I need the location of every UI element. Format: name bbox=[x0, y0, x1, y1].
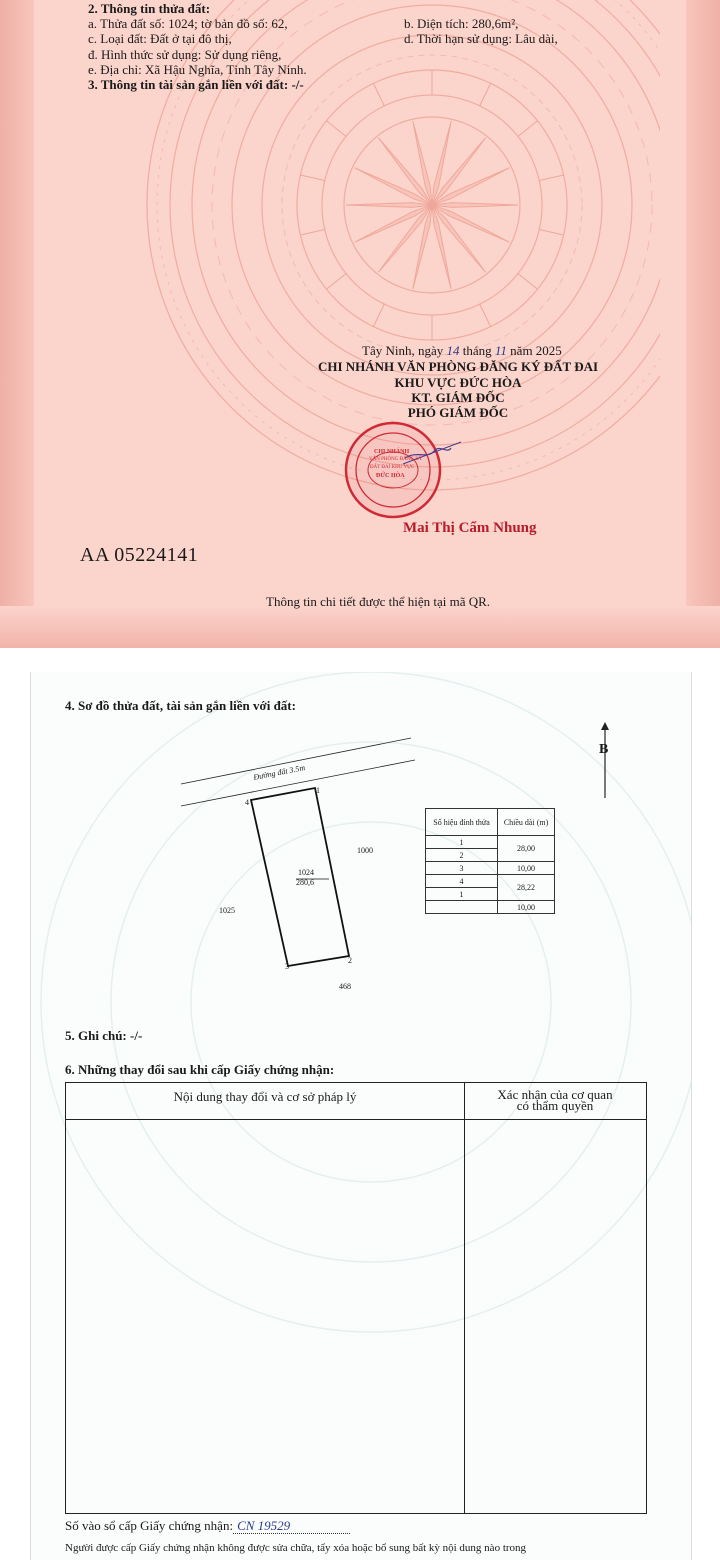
changes-header-confirmation-label-2: có thẩm quyền bbox=[516, 1098, 594, 1113]
vertex-label-1: 1 bbox=[316, 786, 320, 795]
qr-note: Thông tin chi tiết được thể hiện tại mã QR. bbox=[266, 594, 491, 609]
stamp-text-line1: CHI NHÁNH bbox=[374, 449, 410, 455]
footer-note: Người được cấp Giấy chứng nhận không được sửa chữa, tẩy xóa hoặc bổ sung bất kỳ nội dung nào trong bbox=[65, 1542, 527, 1554]
section-6-title: 6. Những thay đổi sau khi cấp Giấy chứng nhận: bbox=[65, 1062, 335, 1077]
vertex-cell: 3 bbox=[426, 862, 498, 875]
length-cell: 10,00 bbox=[498, 862, 555, 875]
road-label: Đường đất 3.5m bbox=[252, 763, 306, 782]
issue-date bbox=[362, 344, 562, 357]
certificate-page-front bbox=[0, 0, 720, 648]
registry-label: Số vào sổ cấp Giấy chứng nhận: bbox=[65, 1518, 234, 1533]
neighbor-parcel-bottom: 468 bbox=[339, 982, 351, 991]
date-month-label: tháng bbox=[462, 343, 492, 358]
date-month: 11 bbox=[494, 343, 507, 358]
issuing-office-area: KHU VỰC ĐỨC HÒA bbox=[394, 375, 522, 390]
parcel-number-line: a. Thửa đất số: 1024; tờ bản đồ số: 62, bbox=[88, 16, 288, 31]
vertex-cell: 2 bbox=[426, 849, 498, 862]
vertex-cell: 1 bbox=[426, 836, 498, 849]
table-header-length: Chiều dài (m) bbox=[498, 809, 555, 836]
section-5-title: 5. Ghi chú: -/- bbox=[65, 1028, 143, 1043]
signer-name: Mai Thị Cẩm Nhung bbox=[403, 520, 537, 536]
land-type-line: c. Loại đất: Đất ở tại đô thị, bbox=[88, 31, 232, 46]
changes-header-content bbox=[66, 1083, 465, 1120]
section-2-title: 2. Thông tin thửa đất: bbox=[88, 1, 211, 16]
usage-form-line: đ. Hình thức sử dụng: Sử dụng riêng, bbox=[88, 47, 282, 62]
changes-table bbox=[65, 1082, 647, 1514]
length-cell: 10,00 bbox=[498, 901, 555, 914]
official-stamp bbox=[343, 420, 463, 520]
vertex-label-4: 4 bbox=[245, 798, 249, 807]
date-prefix: Tây Ninh, ngày bbox=[362, 343, 444, 358]
page-bottom-band bbox=[0, 606, 720, 648]
vertex-label-2: 2 bbox=[348, 956, 352, 965]
address-line: e. Địa chỉ: Xã Hậu Nghĩa, Tỉnh Tây Ninh. bbox=[88, 62, 307, 77]
vertex-label-3: 3 bbox=[285, 962, 289, 971]
length-cell: 28,00 bbox=[498, 836, 555, 862]
edge-length-table bbox=[425, 808, 555, 914]
changes-column-divider bbox=[464, 1119, 465, 1513]
table-header-vertex: Số hiệu đỉnh thửa bbox=[426, 809, 498, 836]
page-border-right bbox=[686, 0, 720, 648]
registry-number-line bbox=[65, 1518, 350, 1534]
length-cell: 28,22 bbox=[498, 875, 555, 901]
issuing-office: CHI NHÁNH VĂN PHÒNG ĐĂNG KÝ ĐẤT ĐAI bbox=[317, 359, 599, 374]
stamp-text-line3: ĐẤT ĐAI KHU VỰC bbox=[370, 465, 415, 470]
certificate-page-back bbox=[30, 672, 692, 1560]
signer-title-kt: KT. GIÁM ĐỐC bbox=[411, 390, 505, 405]
stamp-text-line4: ĐỨC HÒA bbox=[376, 473, 405, 479]
vertex-cell: 1 bbox=[426, 888, 498, 901]
registry-value: CN 19529 bbox=[233, 1518, 350, 1534]
signer-title-deputy: PHÓ GIÁM ĐỐC bbox=[407, 405, 509, 420]
area-line: b. Diện tích: 280,6m², bbox=[404, 16, 519, 31]
vertex-cell: 4 bbox=[426, 875, 498, 888]
certificate-serial: AA 05224141 bbox=[80, 544, 199, 566]
parcel-number: 1024 bbox=[298, 868, 314, 877]
changes-header-confirmation-label-1: Xác nhận của cơ quan bbox=[497, 1087, 613, 1102]
changes-header-confirmation bbox=[464, 1083, 646, 1120]
north-label: B bbox=[599, 742, 609, 757]
page-gap bbox=[0, 648, 720, 672]
north-arrow-icon bbox=[596, 720, 616, 800]
date-day: 14 bbox=[446, 343, 460, 358]
parcel-area: 280,6 bbox=[296, 878, 314, 887]
page-border-left bbox=[0, 0, 34, 648]
date-year: năm 2025 bbox=[510, 343, 562, 358]
parcel-sketch bbox=[171, 734, 431, 994]
section-3-title: 3. Thông tin tài sản gắn liền với đất: -/- bbox=[88, 77, 304, 92]
section-4-title: 4. Sơ đồ thửa đất, tài sản gắn liền với đất: bbox=[65, 698, 296, 713]
vertex-cell-spacer bbox=[426, 901, 498, 914]
changes-header-content-label: Nội dung thay đổi và cơ sở pháp lý bbox=[173, 1089, 357, 1104]
stamp-text-line2: VĂN PHÒNG ĐĂNG KÝ bbox=[369, 457, 423, 462]
usage-term-line: d. Thời hạn sử dụng: Lâu dài, bbox=[404, 31, 558, 46]
neighbor-parcel-left: 1025 bbox=[219, 906, 235, 915]
neighbor-parcel-right: 1000 bbox=[357, 846, 373, 855]
